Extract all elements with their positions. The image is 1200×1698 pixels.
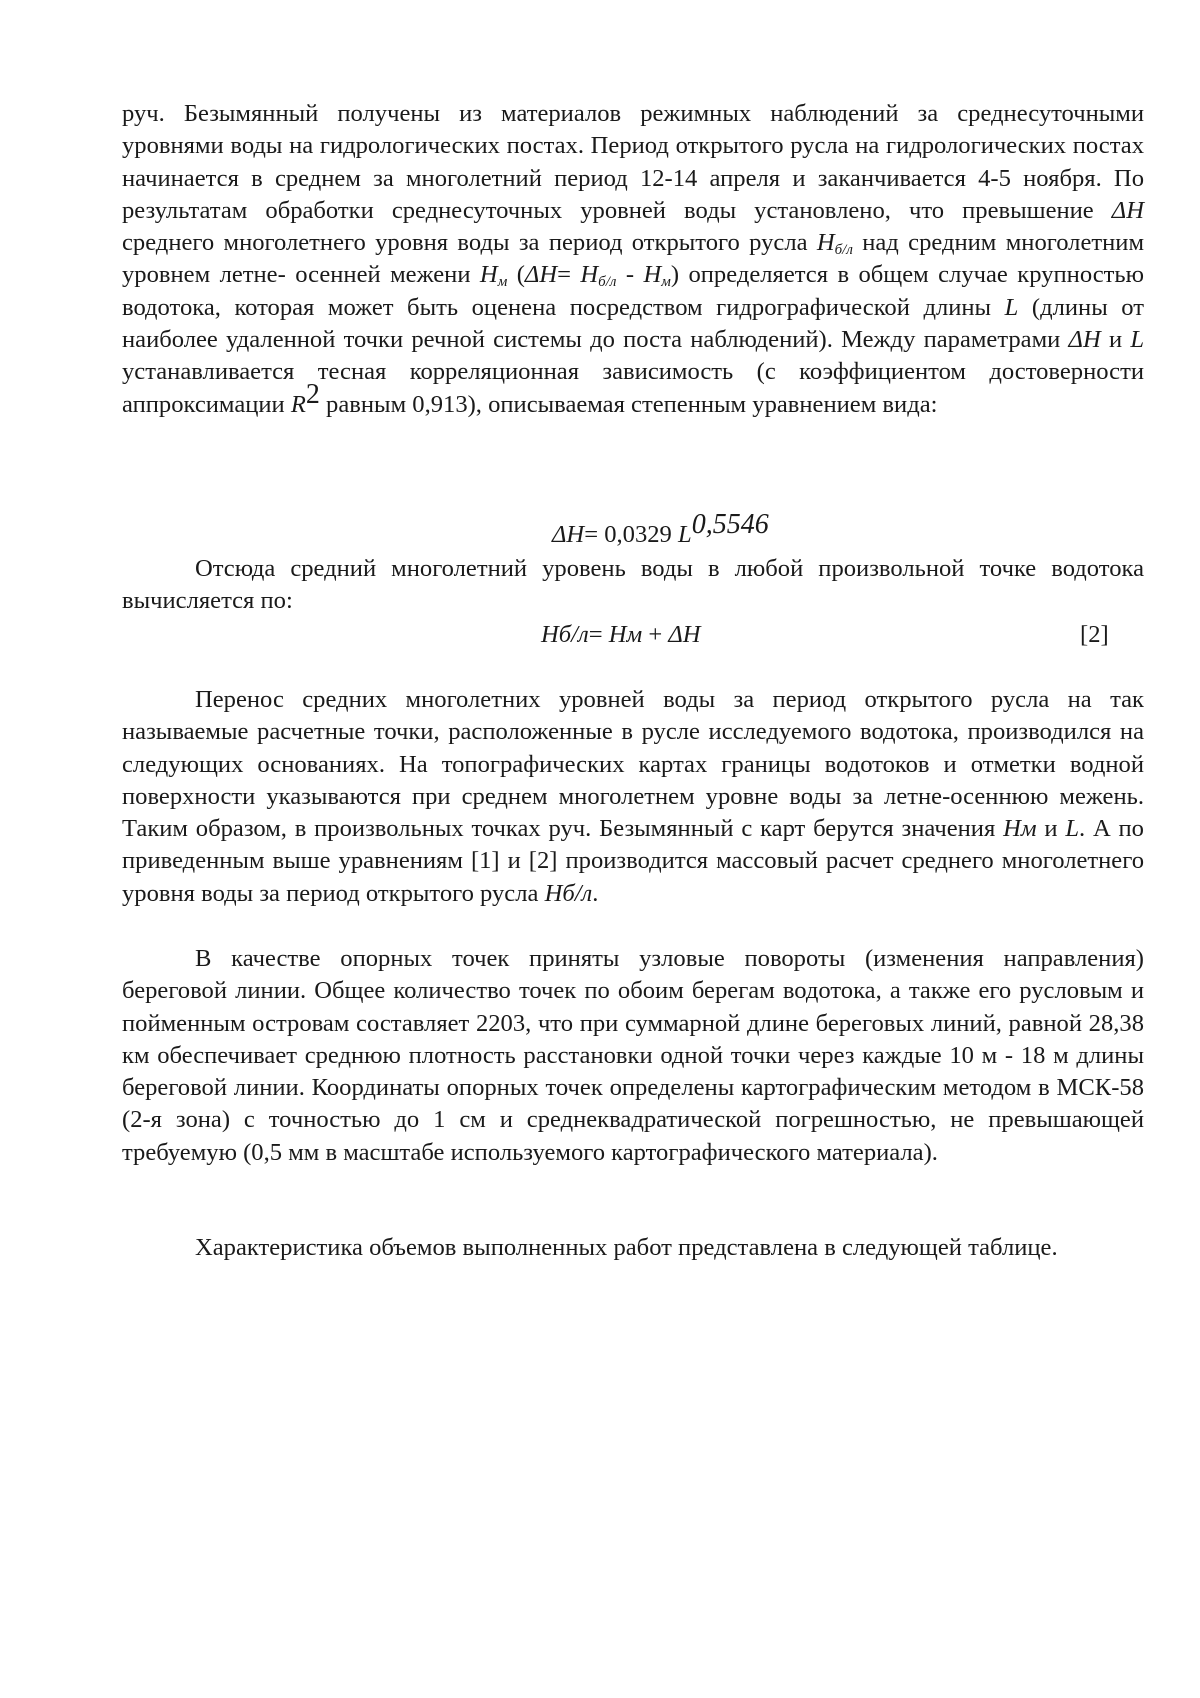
- equation-2-lhs: Нб/л: [541, 621, 589, 648]
- paragraph-1: [122, 98, 1144, 421]
- equation-1-exponent: 0,5546: [691, 509, 769, 540]
- equals-sign: =: [557, 261, 571, 289]
- text-run: и: [1100, 326, 1131, 354]
- equation-2-equals: =: [588, 621, 609, 648]
- symbol-h: H: [643, 261, 662, 289]
- paragraph-2: Отсюда средний многолетний уровень воды в любой произвольной точке водотока вычисляется по:: [122, 555, 1144, 615]
- paragraph-4: В качестве опорных точек приняты узловые повороты (изменения направления) береговой линии. Общее количество точек по обоим берегам водотока, а также его русловым и пойменным островам составляет 2203, что при суммарной длине береговых линий, равной 28,38 км обеспечивает среднюю плотность расстановки одной точки через каждые 10 м - 18 м длины береговой линии. Координаты опорных точек определены картографическим методом в МСК-58 (2-я зона) с точностью до 1 см и среднеквадратической погрешностью, не превышающей требуемую (0,5 мм в масштабе используемого картографического материала).: [122, 945, 1144, 1166]
- text-run: -: [616, 261, 644, 289]
- text-run: . А по приведенным выше уравнениям [1] и [2] производится массовый расчет среднего многолетнего уровня воды за период открытого русла: [122, 815, 1144, 907]
- symbol-l: L: [1130, 326, 1144, 354]
- symbol-delta-h: ΔH: [1068, 326, 1101, 354]
- text-run: Перенос средних многолетних уровней воды за период открытого русла на так называемые расчетные точки, расположенные в русле исследуемого водотока, производился на следующих основаниях. На топографических картах границы водотоков и отметки водной поверхности указываются при среднем многолетнем уровне воды за летне-осеннюю межень. Таким образом, в произвольных точках руч. Безымянный с карт берутся значения: [122, 686, 1144, 843]
- symbol-h-m: [479, 261, 508, 291]
- text-run: ) определяется в общем случае крупностью водотока, которая может быть оценена посредством гидрографической длины: [122, 261, 1144, 321]
- text-run: среднего многолетнего уровня воды за период открытого русла: [122, 229, 817, 257]
- paragraph-2-block: [122, 553, 1144, 618]
- paragraph-1-block: [122, 98, 1144, 421]
- equation-1-rhs: = 0,0329: [584, 521, 679, 548]
- subscript-m: м: [661, 274, 671, 291]
- symbol-r: R: [290, 390, 306, 418]
- equation-2-term: Нм: [608, 621, 643, 648]
- text-run: устанавливается тесная корреляционная зависимость (с коэффициентом достоверности аппроксимации: [122, 358, 1144, 418]
- text-run: руч. Безымянный получены из материалов режимных наблюдений за среднесуточными уровнями воды на гидрологических постах. Период открытого русла на гидрологических постах начинается в среднем за многолетний период 12-14 апреля и заканчивается 4-5 ноября. По результатам обработки среднесуточных уровней воды установлено, что превышение: [122, 100, 1144, 224]
- symbol-l: L: [1065, 815, 1079, 843]
- equation-2-plus: +: [642, 621, 669, 648]
- equation-1: [122, 509, 1144, 555]
- paragraph-3: [122, 684, 1144, 910]
- paragraph-4-block: [122, 943, 1144, 1169]
- paragraph-3-block: [122, 684, 1144, 910]
- symbol-h: H: [479, 261, 498, 289]
- paragraph-5: Характеристика объемов выполненных работ представлена в следующей таблице.: [195, 1234, 1058, 1261]
- symbol-h: H: [816, 229, 835, 257]
- symbol-h-bl: Нб/л: [544, 879, 593, 907]
- symbol-h-bl: [816, 229, 853, 259]
- symbol-h-m: [643, 261, 671, 291]
- equation-1-body: [552, 509, 769, 551]
- text-run: (длины от наиболее удаленной точки речной системы до поста наблюдений). Между параметрами: [122, 293, 1144, 354]
- superscript-2: 2: [305, 378, 320, 410]
- text-run: и: [1036, 815, 1066, 843]
- subscript-bl: б/л: [598, 274, 617, 291]
- equation-1-l: L: [678, 521, 692, 548]
- text-run: (: [507, 261, 525, 289]
- subscript-bl: б/л: [834, 242, 853, 259]
- symbol-delta-h: ΔH: [1111, 196, 1144, 224]
- subscript-m: м: [497, 274, 508, 291]
- equation-2-delta: ΔH: [668, 621, 701, 648]
- equation-2-body: [541, 619, 701, 651]
- equation-1-lhs: ΔH: [552, 521, 585, 548]
- symbol-h-m: Нм: [1003, 815, 1037, 843]
- symbol-l: L: [1004, 293, 1019, 321]
- text-run: .: [592, 879, 599, 907]
- text-run: над средним многолетним уровнем летне- осенней межени: [122, 229, 1145, 289]
- paragraph-5-block: [122, 1232, 1144, 1264]
- text-run: равным 0,913), описываемая степенным уравнением вида:: [319, 390, 938, 418]
- equation-2: [122, 619, 1144, 655]
- symbol-h-bl: [580, 261, 617, 291]
- symbol-h: H: [580, 261, 599, 289]
- equation-2-number: [2]: [1080, 621, 1109, 648]
- symbol-delta-h: ΔH: [524, 261, 558, 289]
